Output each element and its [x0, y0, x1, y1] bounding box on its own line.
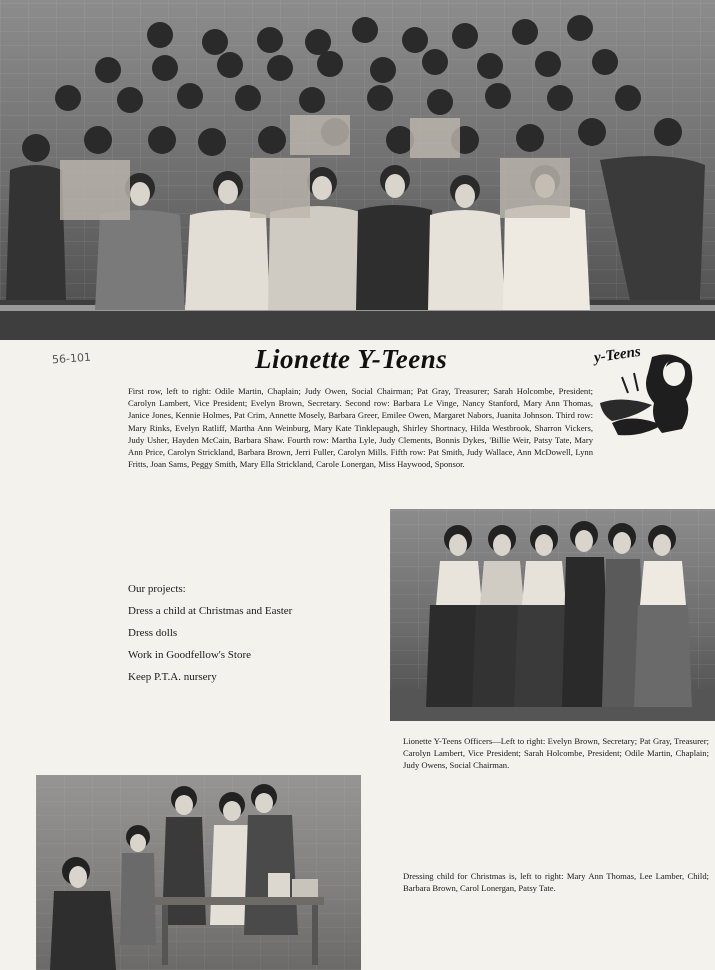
roster-text: First row, left to right: Odile Martin, Chaplain; Judy Owen, Social Chairman; Pat Gray, Treasurer; Sarah Holcombe, President; Carolyn Lambert, Vice President; Evelyn Brown, Secretary. Second row: Barbara Le Vinge, Nancy Stanford, Mary Ann Thomas, Janice Jones, Kennie Holmes, Pat Crim, Annette Mosely, Barbara Greer, Emilee Owen, Margaret Nabors, Juanita Johnson. Third row: Mary Rinks, Evelyn Ratliff, Martha Ann Weinburg, Mary Kate Tinklepaugh, Shirley Shortnacy, Hilda Westbrook, Sharron Vickers, Judy Usher, Hayden McCain, Barbara Shaw. Fourth row: Martha Lyle, Judy Clements, Bonnis Dykes, 'Billie Weir, Patsy Tate, Mary Ann Price, Carolyn Strickland, Barbara Brown, Jerri Fuller, Carolyn Mills. Fifth row: Pat Smith, Judy Wallace, Ann McDowell, Lynn Fritts, Joan Sams, Peggy Smith, Mary Ella Strickland, Carole Lonergan, Miss Haywood, Sponsor. — [128, 386, 593, 470]
project-item: Work in Goodfellow's Store — [128, 649, 251, 661]
page-number: 56-101 — [51, 350, 92, 367]
projects-heading: Our projects: — [128, 583, 186, 595]
project-item: Dress a child at Christmas and Easter — [128, 605, 293, 617]
logo-text: y-Teens — [593, 343, 642, 367]
project-item: Dress dolls — [128, 627, 178, 639]
dressing-photo — [36, 775, 361, 970]
dressing-caption: Dressing child for Christmas is, left to right: Mary Ann Thomas, Lee Lamber, Child; Barbara Brown, Carol Lonergan, Patsy Tate. — [403, 871, 709, 894]
officers-caption: Lionette Y-Teens Officers—Left to right: Evelyn Brown, Secretary; Pat Gray, Treasurer; Carolyn Lambert, Vice President; Sarah Holcombe, President; Odile Martin, Chaplain; Judy Owens, Social Chairman. — [403, 736, 709, 771]
dressing-photo-illustration — [36, 775, 361, 970]
officers-photo-illustration — [390, 509, 715, 721]
group-photo-illustration — [0, 0, 715, 340]
page-title: Lionette Y-Teens — [255, 344, 448, 374]
y-teens-logo — [592, 343, 700, 441]
project-item: Keep P.T.A. nursery — [128, 671, 217, 683]
officers-photo — [390, 509, 715, 721]
group-photo — [0, 0, 715, 340]
projects-list — [128, 581, 378, 691]
